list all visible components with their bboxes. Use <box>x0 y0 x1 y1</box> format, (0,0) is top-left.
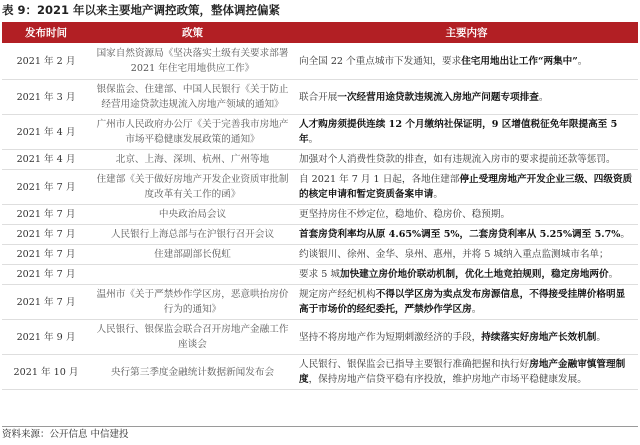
row-date: 2021 年 7 月 <box>16 181 76 193</box>
row-date: 2021 年 7 月 <box>16 209 76 220</box>
row-content <box>295 355 638 390</box>
content-text: 。 <box>596 331 606 343</box>
source-note: 资料来源：公开信息 中信建投 <box>2 426 638 443</box>
content-text: 联合开展 <box>299 91 338 103</box>
row-date: 2021 年 7 月 <box>16 296 76 308</box>
header-content: 主要内容 <box>295 22 638 43</box>
row-policy: 人民银行上海总部与在沪银行召开会议 <box>110 229 275 240</box>
row-date: 2021 年 3 月 <box>16 91 76 103</box>
content-highlight: 住宅用地出让工作“两集中” <box>461 55 578 67</box>
row-date: 2021 年 7 月 <box>16 269 76 280</box>
row-content <box>295 205 638 225</box>
content-highlight: 房地产金融审慎管理制度 <box>299 359 626 385</box>
row-content <box>295 115 638 150</box>
row-date: 2021 年 4 月 <box>16 126 76 138</box>
content-text: 。 <box>308 134 319 145</box>
content-highlight: 加快建立房价地价联动机制，优化土地竞拍规则，稳定房地两价 <box>339 269 609 280</box>
row-policy: 中央政治局会议 <box>158 209 227 220</box>
row-content <box>295 285 638 320</box>
row-date: 2021 年 10 月 <box>13 366 79 378</box>
row-policy: 住建部副部长倪虹 <box>154 249 231 260</box>
row-policy: 北京、上海、深圳、杭州、广州等地 <box>115 154 270 165</box>
row-date: 2021 年 9 月 <box>16 331 76 343</box>
row-date: 2021 年 7 月 <box>16 249 76 260</box>
content-highlight: 一次经营用途贷款违规流入房地产问题专项排查 <box>337 91 539 103</box>
content-highlight: 持续落实好房地产长效机制 <box>481 331 597 343</box>
table-row <box>2 355 638 390</box>
row-policy: 温州市《关于严禁炒作学区房，恶意哄抬房价行为的通知》 <box>96 289 289 315</box>
table-row <box>2 225 638 245</box>
header-date: 发布时间 <box>2 22 90 43</box>
policy-table <box>2 22 638 390</box>
content-highlight: 人才购房须提供连续 12 个月缴纳社保证明，9 区增值税征免年限提高至 5 年 <box>299 119 618 145</box>
content-text: 坚持不将房地产作为短期刺激经济的手段， <box>299 331 482 343</box>
table-row <box>2 170 638 205</box>
content-text: 人民银行、银保监会已指导主要银行准确把握和执行好 <box>299 359 530 370</box>
content-text: 。 <box>433 189 443 200</box>
table-row <box>2 245 638 265</box>
table-row <box>2 205 638 225</box>
row-date: 2021 年 4 月 <box>16 154 76 165</box>
table-header-row <box>2 22 638 43</box>
row-policy: 央行第三季度金融统计数据新闻发布会 <box>110 366 275 378</box>
table-row <box>2 43 638 80</box>
row-policy <box>90 265 295 285</box>
row-date: 2021 年 2 月 <box>16 55 76 67</box>
row-content <box>295 245 638 265</box>
table-row <box>2 115 638 150</box>
content-text: 。 <box>471 304 482 315</box>
table-row <box>2 285 638 320</box>
row-policy: 国家自然资源局《坚决落实土级有关要求部署 2021 年住宅用地供应工作》 <box>96 48 289 74</box>
content-text: 约谈银川、徐州、金华、泉州、惠州，并将 5 城纳入重点监测城市名单； <box>299 249 609 260</box>
row-content <box>295 170 638 205</box>
content-text: 。 <box>577 55 588 67</box>
table-body <box>2 43 638 390</box>
content-text: 。 <box>608 269 619 280</box>
content-highlight: 不得以学区房为卖点发布房源信息，不得接受挂牌价格明显高于市场价的经纪委托，严禁炒作学区房 <box>299 289 626 315</box>
row-content <box>295 225 638 245</box>
table-title: 表 9：2021 年以来主要地产调控政策，整体调控偏紧 <box>2 3 281 17</box>
row-content <box>295 320 638 355</box>
content-highlight: 停止受理房地产开发企业三级、四级资质的核定申请和暂定资质备案申请 <box>299 174 633 200</box>
row-content <box>295 265 638 285</box>
header-policy: 政策 <box>90 22 295 43</box>
content-text: 更坚持房住不炒定位，稳地价、稳房价、稳预期。 <box>299 209 511 220</box>
content-text: 。 <box>620 229 630 240</box>
content-text: 。 <box>538 91 549 103</box>
table-row <box>2 320 638 355</box>
row-policy: 住建部《关于做好房地产开发企业资质审批制度改革有关工作的函》 <box>96 174 289 200</box>
content-text: 向全国 22 个重点城市下发通知，要求 <box>299 55 462 67</box>
row-content <box>295 80 638 115</box>
table-row <box>2 150 638 170</box>
table-row <box>2 80 638 115</box>
content-text: 加强对个人消费性贷款的排查，如有违规流入房市的要求提前还款等惩罚。 <box>299 154 616 165</box>
row-content <box>295 150 638 170</box>
row-content <box>295 43 638 80</box>
content-text: 规定房产经纪机构 <box>299 289 376 300</box>
content-text: ，保持房地产信贷平稳有序投放，维护房地产市场平稳健康发展。 <box>308 374 587 385</box>
content-text: 要求 5 城 <box>299 269 340 280</box>
content-highlight: 首套房贷利率均从原 4.65%调至 5%，二套房贷利率从 5.25%调至 5.7% <box>299 229 621 240</box>
content-text: 自 2021 年 7 月 1 日起，各地住建部 <box>299 174 460 185</box>
row-date: 2021 年 7 月 <box>16 229 76 240</box>
row-policy: 人民银行、银保监会联合召开房地产金融工作座谈会 <box>96 324 289 350</box>
table-row <box>2 265 638 285</box>
row-policy: 广州市人民政府办公厅《关于完善我市房地产市场平稳健康发展政策的通知》 <box>96 119 289 145</box>
row-policy: 银保监会、住建部、中国人民银行《关于防止经营用途贷款违规流入房地产领域的通知》 <box>96 84 289 110</box>
